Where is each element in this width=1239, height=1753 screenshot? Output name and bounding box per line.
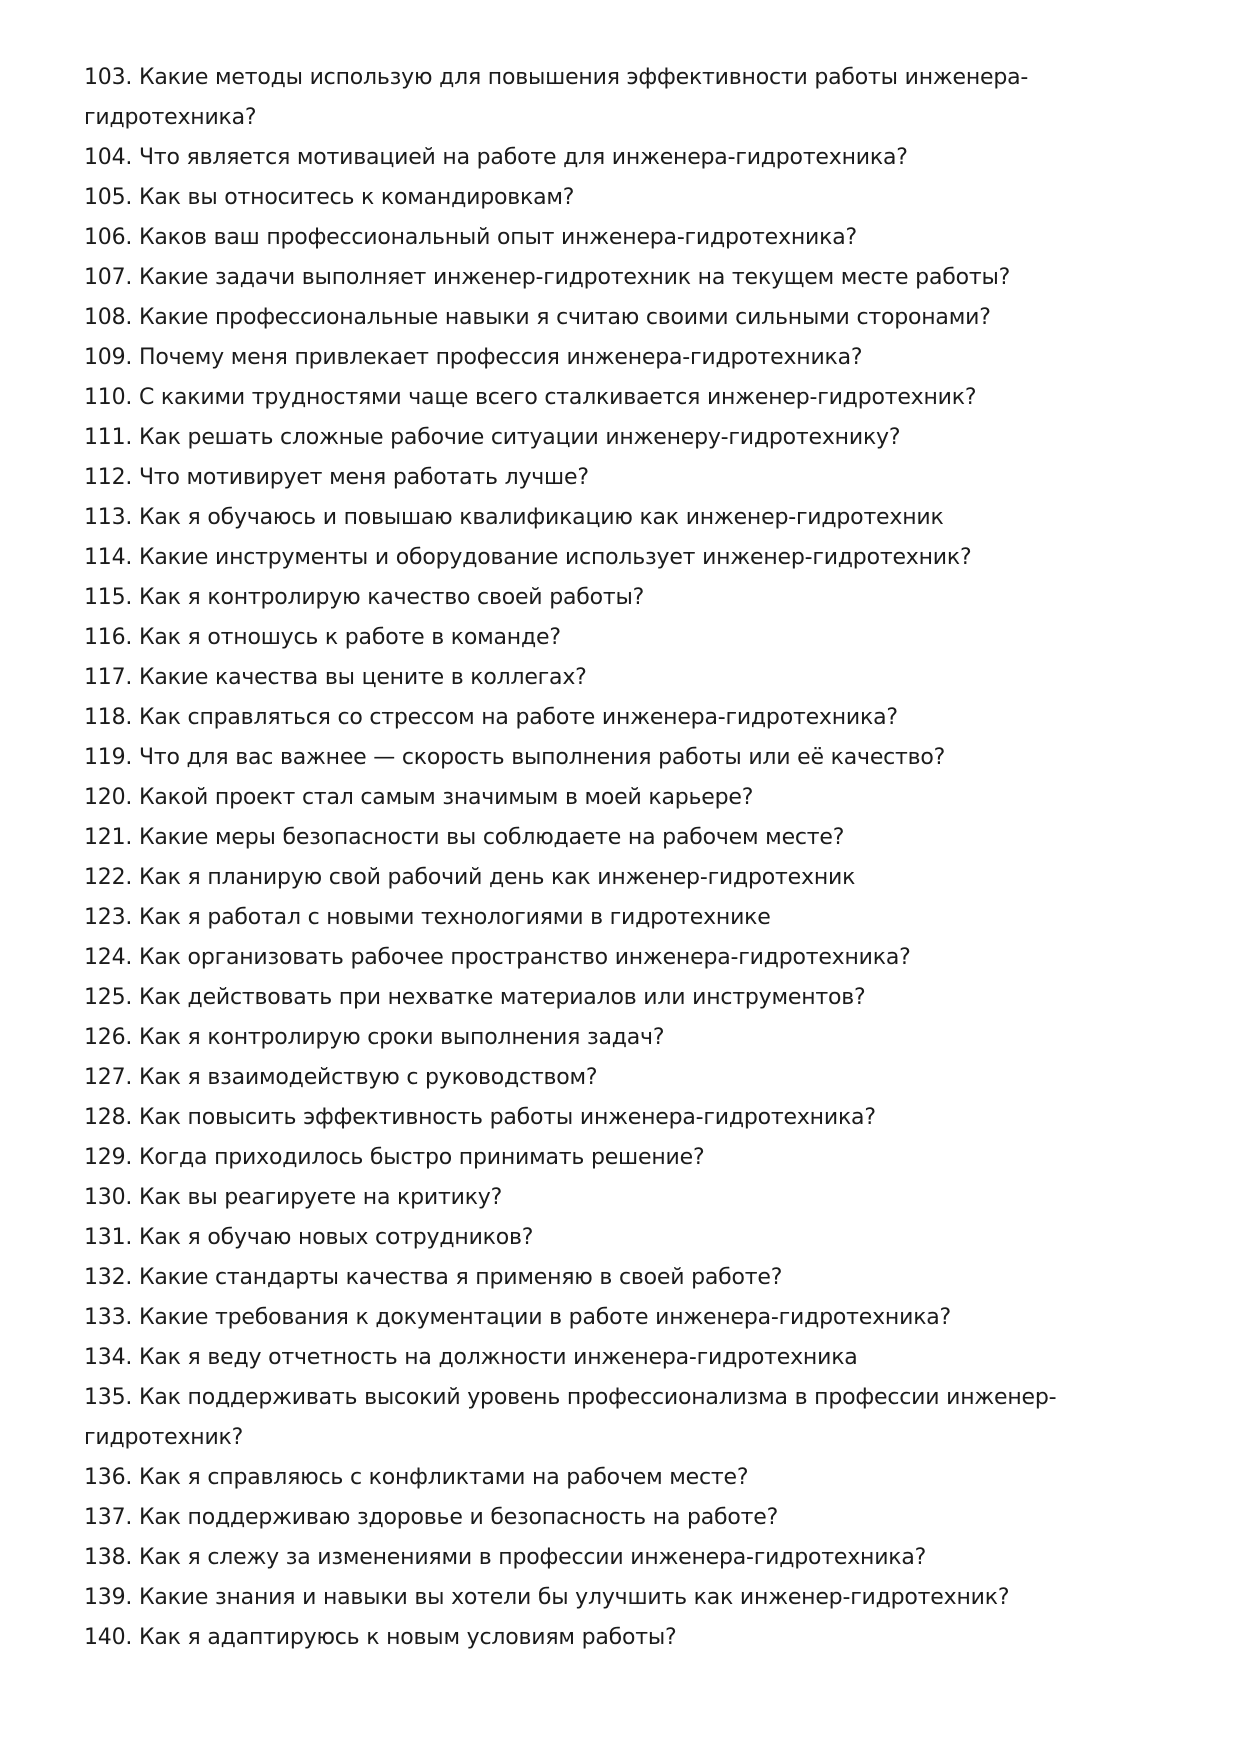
- question-text-continuation: гидротехника?: [84, 105, 257, 130]
- question-text: 118. Как справляться со стрессом на работе инженера-гидротехника?: [84, 705, 898, 730]
- question-text: 135. Как поддерживать высокий уровень профессионализма в профессии инженер-: [84, 1385, 1057, 1410]
- question-item: [84, 298, 1084, 338]
- question-item: [84, 1138, 1084, 1178]
- question-text: 122. Как я планирую свой рабочий день как инженер-гидротехник: [84, 865, 856, 890]
- question-text: 136. Как я справляюсь с конфликтами на рабочем месте?: [84, 1465, 749, 1490]
- question-item: [84, 1618, 1084, 1658]
- question-text: 130. Как вы реагируете на критику?: [84, 1185, 503, 1210]
- question-item: [84, 1498, 1084, 1538]
- question-text: 106. Каков ваш профессиональный опыт инженера-гидротехника?: [84, 225, 857, 250]
- question-text: 105. Как вы относитесь к командировкам?: [84, 185, 575, 210]
- question-item: [84, 1018, 1084, 1058]
- question-item: [84, 338, 1084, 378]
- question-item: [84, 58, 1084, 138]
- document-page: [84, 58, 1084, 1658]
- question-text: 134. Как я веду отчетность на должности инженера-гидротехника: [84, 1345, 858, 1370]
- question-item: [84, 538, 1084, 578]
- question-item: [84, 258, 1084, 298]
- question-text: 125. Как действовать при нехватке материалов или инструментов?: [84, 985, 866, 1010]
- question-item: [84, 938, 1084, 978]
- question-text: 121. Какие меры безопасности вы соблюдаете на рабочем месте?: [84, 825, 845, 850]
- question-item: [84, 978, 1084, 1018]
- question-text: 137. Как поддерживаю здоровье и безопасность на работе?: [84, 1505, 779, 1530]
- question-text: 110. С какими трудностями чаще всего сталкивается инженер-гидротехник?: [84, 385, 977, 410]
- question-text: 132. Какие стандарты качества я применяю в своей работе?: [84, 1265, 783, 1290]
- question-item: [84, 1578, 1084, 1618]
- question-text: 139. Какие знания и навыки вы хотели бы улучшить как инженер-гидротехник?: [84, 1585, 1010, 1610]
- question-text: 128. Как повысить эффективность работы инженера-гидротехника?: [84, 1105, 876, 1130]
- question-text: 116. Как я отношусь к работе в команде?: [84, 625, 561, 650]
- question-text: 131. Как я обучаю новых сотрудников?: [84, 1225, 534, 1250]
- question-text: 126. Как я контролирую сроки выполнения задач?: [84, 1025, 665, 1050]
- question-item: [84, 658, 1084, 698]
- question-text: 114. Какие инструменты и оборудование использует инженер-гидротехник?: [84, 545, 972, 570]
- question-item: [84, 1338, 1084, 1378]
- question-text: 115. Как я контролирую качество своей работы?: [84, 585, 645, 610]
- question-text: 108. Какие профессиональные навыки я считаю своими сильными сторонами?: [84, 305, 991, 330]
- question-text: 127. Как я взаимодействую с руководством?: [84, 1065, 598, 1090]
- question-item: [84, 698, 1084, 738]
- question-text-continuation: гидротехник?: [84, 1425, 244, 1450]
- question-item: [84, 1178, 1084, 1218]
- question-item: [84, 778, 1084, 818]
- question-item: [84, 498, 1084, 538]
- question-text: 112. Что мотивирует меня работать лучше?: [84, 465, 589, 490]
- question-text: 123. Как я работал с новыми технологиями в гидротехнике: [84, 905, 771, 930]
- question-item: [84, 818, 1084, 858]
- question-text: 124. Как организовать рабочее пространство инженера-гидротехника?: [84, 945, 911, 970]
- question-item: [84, 1378, 1084, 1458]
- question-text: 109. Почему меня привлекает профессия инженера-гидротехника?: [84, 345, 863, 370]
- question-item: [84, 378, 1084, 418]
- question-item: [84, 458, 1084, 498]
- question-item: [84, 418, 1084, 458]
- question-text: 111. Как решать сложные рабочие ситуации инженеру-гидротехнику?: [84, 425, 901, 450]
- question-item: [84, 1058, 1084, 1098]
- question-text: 133. Какие требования к документации в работе инженера-гидротехника?: [84, 1305, 952, 1330]
- question-text: 119. Что для вас важнее — скорость выполнения работы или её качество?: [84, 745, 946, 770]
- question-text: 104. Что является мотивацией на работе для инженера-гидротехника?: [84, 145, 908, 170]
- question-item: [84, 578, 1084, 618]
- question-text: 117. Какие качества вы цените в коллегах?: [84, 665, 587, 690]
- question-item: [84, 178, 1084, 218]
- question-text: 113. Как я обучаюсь и повышаю квалификацию как инженер-гидротехник: [84, 505, 944, 530]
- question-item: [84, 1098, 1084, 1138]
- question-text: 103. Какие методы использую для повышения эффективности работы инженера-: [84, 65, 1029, 90]
- question-text: 107. Какие задачи выполняет инженер-гидротехник на текущем месте работы?: [84, 265, 1011, 290]
- question-text: 138. Как я слежу за изменениями в профессии инженера-гидротехника?: [84, 1545, 927, 1570]
- question-text: 140. Как я адаптируюсь к новым условиям работы?: [84, 1625, 677, 1650]
- question-item: [84, 858, 1084, 898]
- question-item: [84, 618, 1084, 658]
- question-list: [84, 58, 1084, 1658]
- question-item: [84, 738, 1084, 778]
- question-item: [84, 1258, 1084, 1298]
- question-item: [84, 1458, 1084, 1498]
- question-text: 129. Когда приходилось быстро принимать решение?: [84, 1145, 705, 1170]
- question-item: [84, 138, 1084, 178]
- question-item: [84, 1218, 1084, 1258]
- question-item: [84, 218, 1084, 258]
- question-item: [84, 898, 1084, 938]
- question-text: 120. Какой проект стал самым значимым в моей карьере?: [84, 785, 754, 810]
- question-item: [84, 1298, 1084, 1338]
- question-item: [84, 1538, 1084, 1578]
